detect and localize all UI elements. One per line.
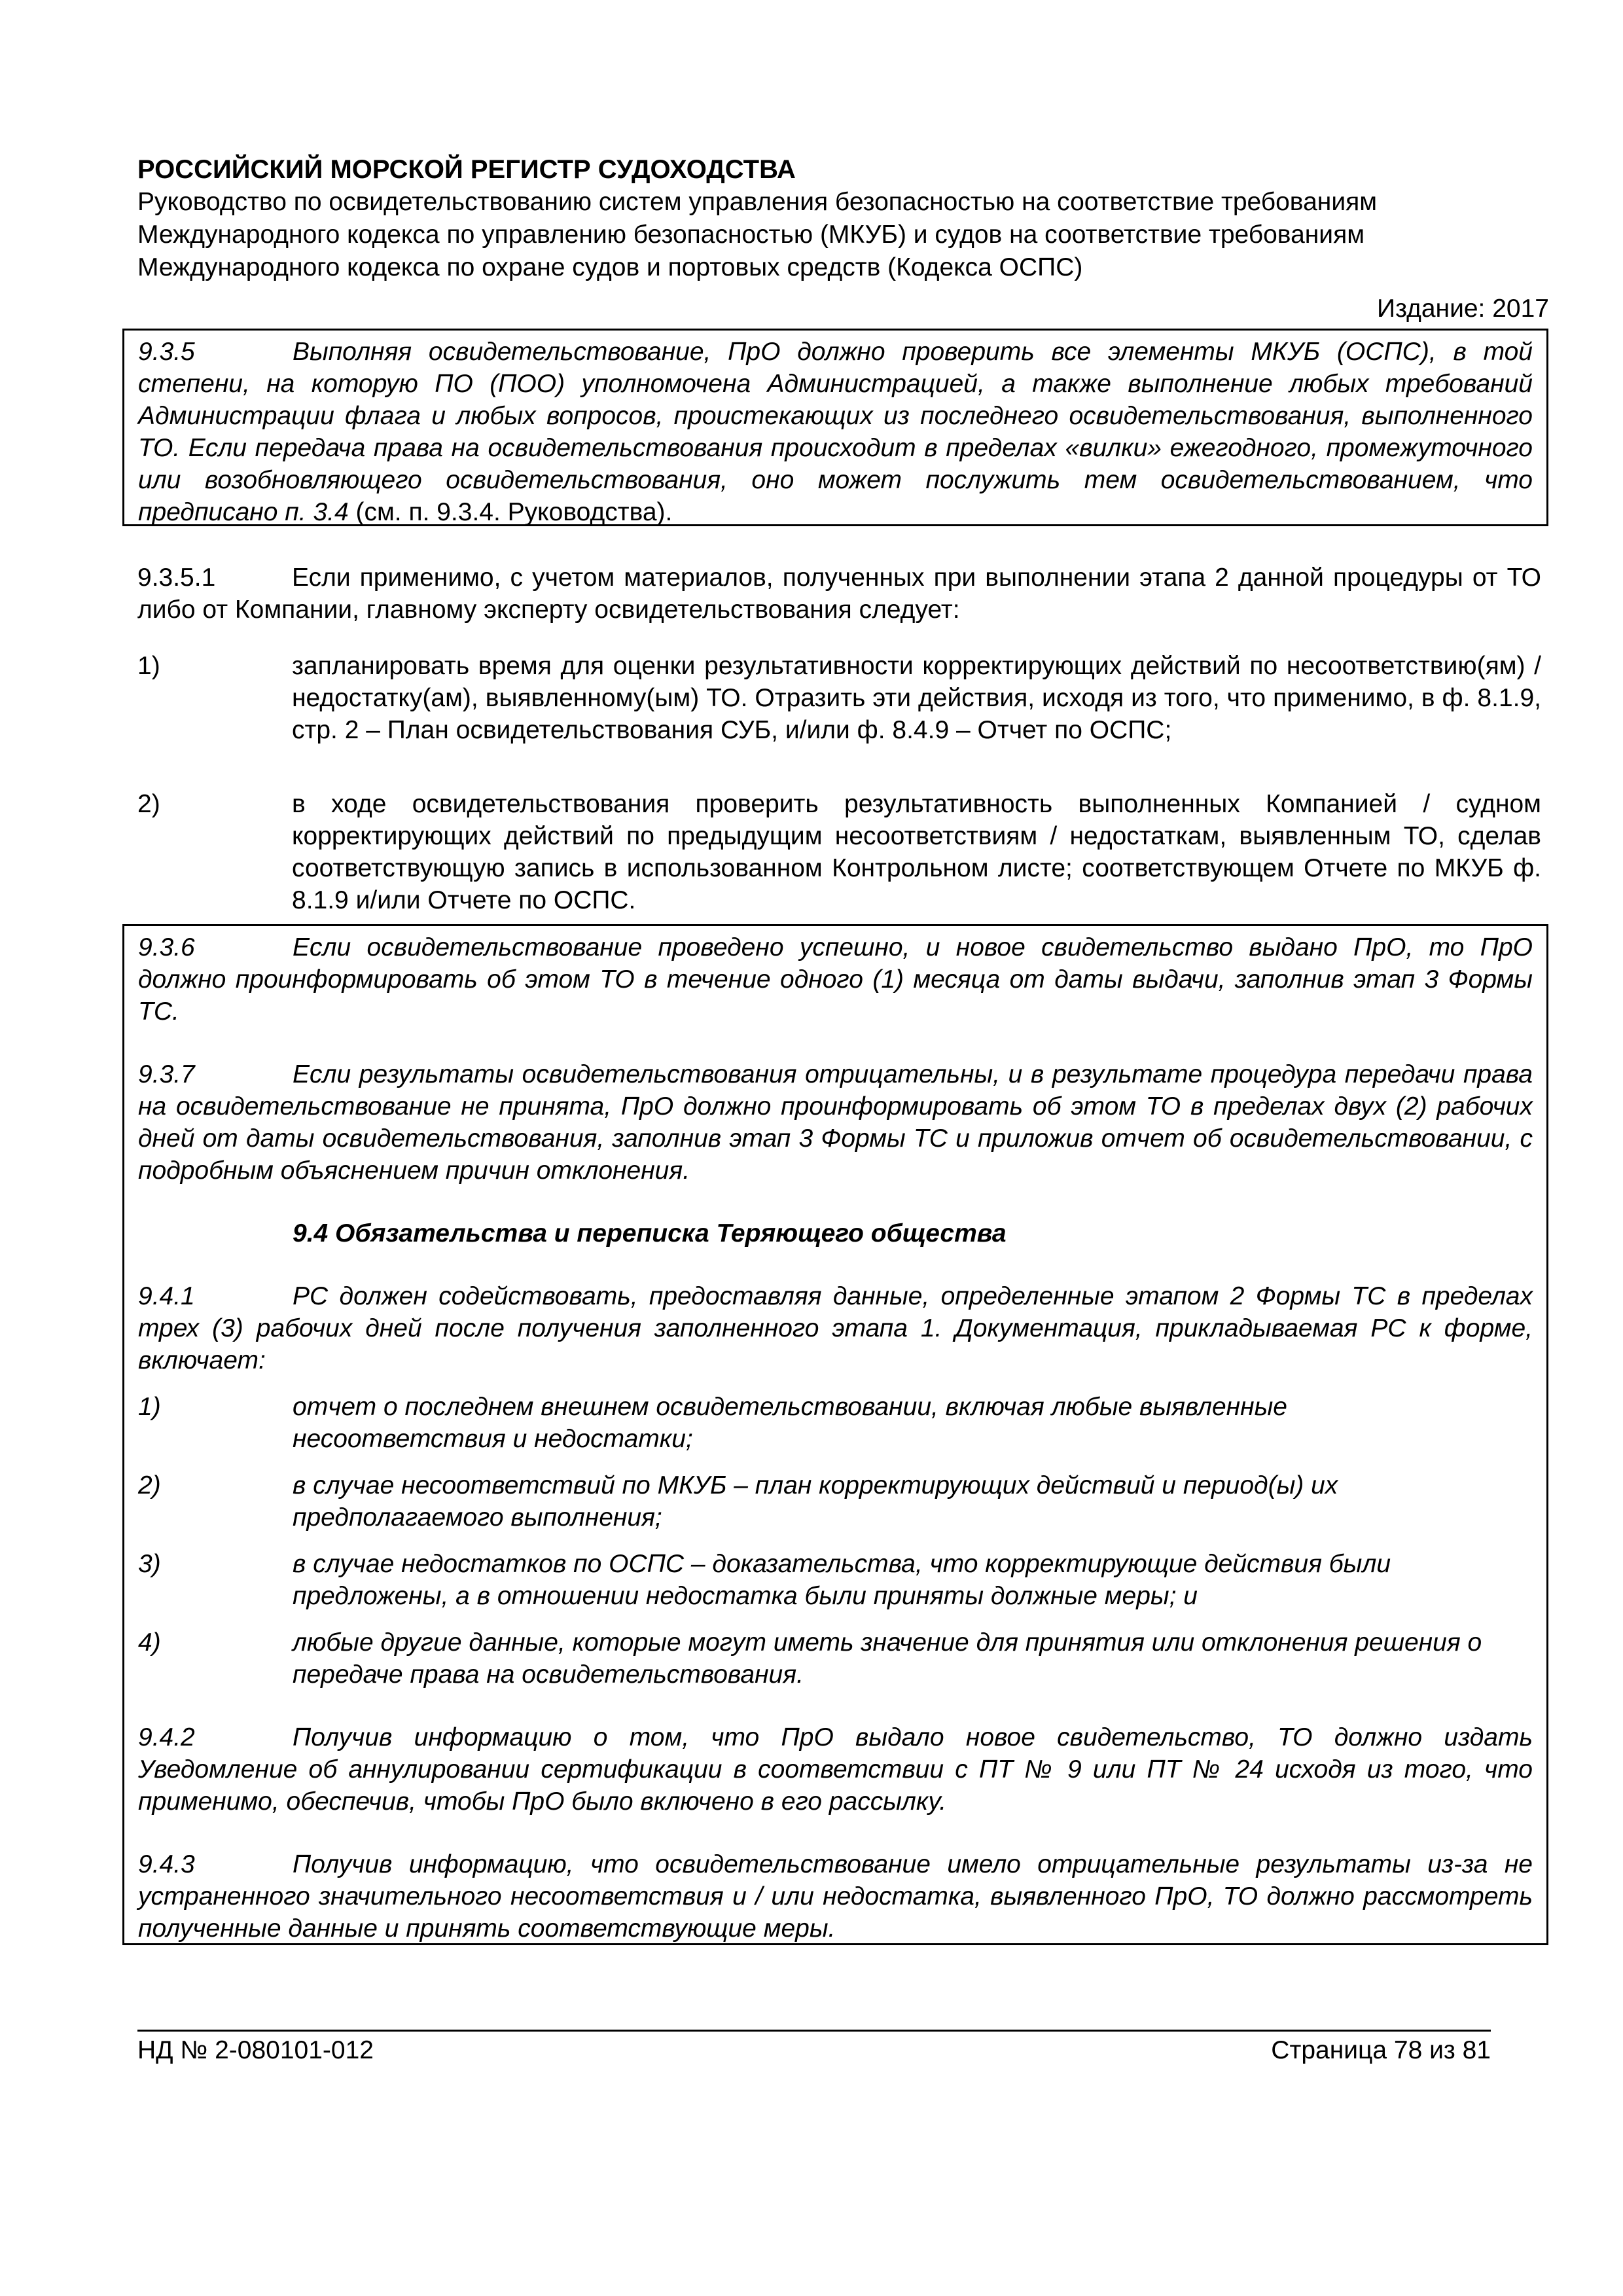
list-item-text: в случае несоответствий по МКУБ – план корректирующих действий и период(ы) их предполагаемого выполнения; <box>293 1471 1338 1532</box>
list-item <box>138 1626 1533 1691</box>
organization-name: РОССИЙСКИЙ МОРСКОЙ РЕГИСТР СУДОХОДСТВА <box>137 155 796 184</box>
framed-section-9-3-6-to-9-4-3 <box>122 924 1548 1945</box>
list-item-text: запланировать время для оценки результативности корректирующих действий по несоответствию(ям) / недостатку(ам), выявленному(ым) ТО. Отразить эти действия, исходя из того, что применимо, в ф. 8.1.9, стр. 2 – План освидетельствования СУБ, и/или ф. 8.4.9 – Отчет по ОСПС; <box>292 652 1541 744</box>
paragraph-9-4-1 <box>138 1280 1533 1376</box>
paragraph-text: Выполняя освидетельствование, ПрО должно проверить все элементы МКУБ (ОСПС), в той степени, на которую ПО (ПОО) уполномочена Администрацией, а также выполнение любых требований Администрации флага и любых вопросов, проистекающих из последнего освидетельствования, выполненного ТО. Если передача права на освидетельствования происходит в пределах «вилки» ежегодного, промежуточного или возобновляющего освидетельствования, оно может послужить тем освидетельствованием, что предписано п. 3.4 <box>138 338 1533 526</box>
list-item <box>138 1391 1533 1455</box>
list-item-number: 1) <box>137 652 160 680</box>
document-title-line-2: Международного кодекса по управлению безопасностью (МКУБ) и судов на соответствие требованиям <box>137 221 1365 249</box>
footer-divider <box>137 2030 1491 2032</box>
list-item <box>137 650 1541 746</box>
list-item-number: 4) <box>138 1628 161 1657</box>
paragraph-number: 9.3.6 <box>138 933 195 961</box>
list-item-number: 2) <box>138 1471 161 1499</box>
list-item-number: 2) <box>137 790 160 818</box>
paragraph-number: 9.3.5.1 <box>137 564 216 592</box>
document-title-line-3: Международного кодекса по охране судов и портовых средств (Кодекса ОСПС) <box>137 253 1083 281</box>
framed-section-9-3-5 <box>122 329 1548 526</box>
paragraph-9-3-7 <box>138 1058 1533 1187</box>
list-item <box>138 1469 1533 1534</box>
paragraph-text: Получив информацию о том, что ПрО выдало новое свидетельство, ТО должно издать Уведомление об аннулировании сертификации в соответствии с ПТ № 9 или ПТ № 24 исходя из того, что применимо, обеспечив, чтобы ПрО было включено в его рассылку. <box>138 1723 1533 1816</box>
list-item <box>137 788 1541 916</box>
document-number: НД № 2-080101-012 <box>137 2036 374 2064</box>
list-item-number: 1) <box>138 1393 161 1421</box>
list-item-text: в случае недостатков по ОСПС – доказательства, что корректирующие действия были предложены, а в отношении недостатка были приняты должные меры; и <box>293 1550 1391 1610</box>
paragraph-number: 9.3.5 <box>138 338 195 366</box>
paragraph-text: Если применимо, с учетом материалов, полученных при выполнении этапа 2 данной процедуры от ТО либо от Компании, главному эксперту освидетельствования следует: <box>137 564 1541 624</box>
paragraph-text-tail: (см. п. 9.3.4. Руководства). <box>348 498 673 526</box>
paragraph-number: 9.4.2 <box>138 1723 195 1751</box>
paragraph-text: Получив информацию, что освидетельствование имело отрицательные результаты из-за не устраненного значительного несоответствия и / или недостатка, выявленного ПрО, ТО должно рассмотреть полученные данные и принять соответствующие меры. <box>138 1850 1533 1943</box>
list-item <box>138 1548 1533 1612</box>
page-header <box>137 153 1544 284</box>
paragraph-9-3-6 <box>138 931 1533 1028</box>
paragraph-9-4-2 <box>138 1721 1533 1818</box>
edition-label: Издание: 2017 <box>1377 295 1549 323</box>
document-title-line-1: Руководство по освидетельствованию систем управления безопасностью на соответствие требованиям <box>137 188 1378 216</box>
list-item-text: в ходе освидетельствования проверить результативность выполненных Компанией / судном корректирующих действий по предыдущим несоответствиям / недостаткам, выявленным ТО, сделав соответствующую запись в использованном Контрольном листе; соответствующем Отчете по МКУБ ф. 8.1.9 и/или Отчете по ОСПС. <box>292 790 1541 914</box>
paragraph-text: Если освидетельствование проведено успешно, и новое свидетельство выдано ПрО, то ПрО должно проинформировать об этом ТО в течение одного (1) месяца от даты выдачи, заполнив этап 3 Формы ТС. <box>138 933 1533 1026</box>
paragraph-text: РС должен содействовать, предоставляя данные, определенные этапом 2 Формы ТС в пределах трех (3) рабочих дней после получения заполненного этапа 1. Документация, прикладываемая РС к форме, включает: <box>138 1282 1533 1374</box>
page-number: Страница 78 из 81 <box>1271 2036 1491 2064</box>
list-item-number: 3) <box>138 1550 161 1578</box>
paragraph-number: 9.4.3 <box>138 1850 195 1878</box>
list-item-text: отчет о последнем внешнем освидетельствовании, включая любые выявленные несоответствия и недостатки; <box>293 1393 1287 1453</box>
paragraph-9-3-5 <box>138 336 1533 528</box>
paragraph-9-3-5-1 <box>137 562 1541 626</box>
list-item-text: любые другие данные, которые могут иметь значение для принятия или отклонения решения о передаче права на освидетельствования. <box>293 1628 1482 1689</box>
paragraph-number: 9.4.1 <box>138 1282 195 1310</box>
section-heading-9-4: 9.4 Обязательства и переписка Теряющего общества <box>293 1219 1007 1247</box>
paragraph-number: 9.3.7 <box>138 1060 195 1088</box>
paragraph-9-4-3 <box>138 1848 1533 1945</box>
paragraph-text: Если результаты освидетельствования отрицательны, и в результате процедура передачи права на освидетельствование не принята, ПрО должно проинформировать об этом ТО в пределах двух (2) рабочих дней от даты освидетельствования, заполнив этап 3 Формы ТС и приложив отчет об освидетельствовании, с подробным объяснением причин отклонения. <box>138 1060 1533 1185</box>
